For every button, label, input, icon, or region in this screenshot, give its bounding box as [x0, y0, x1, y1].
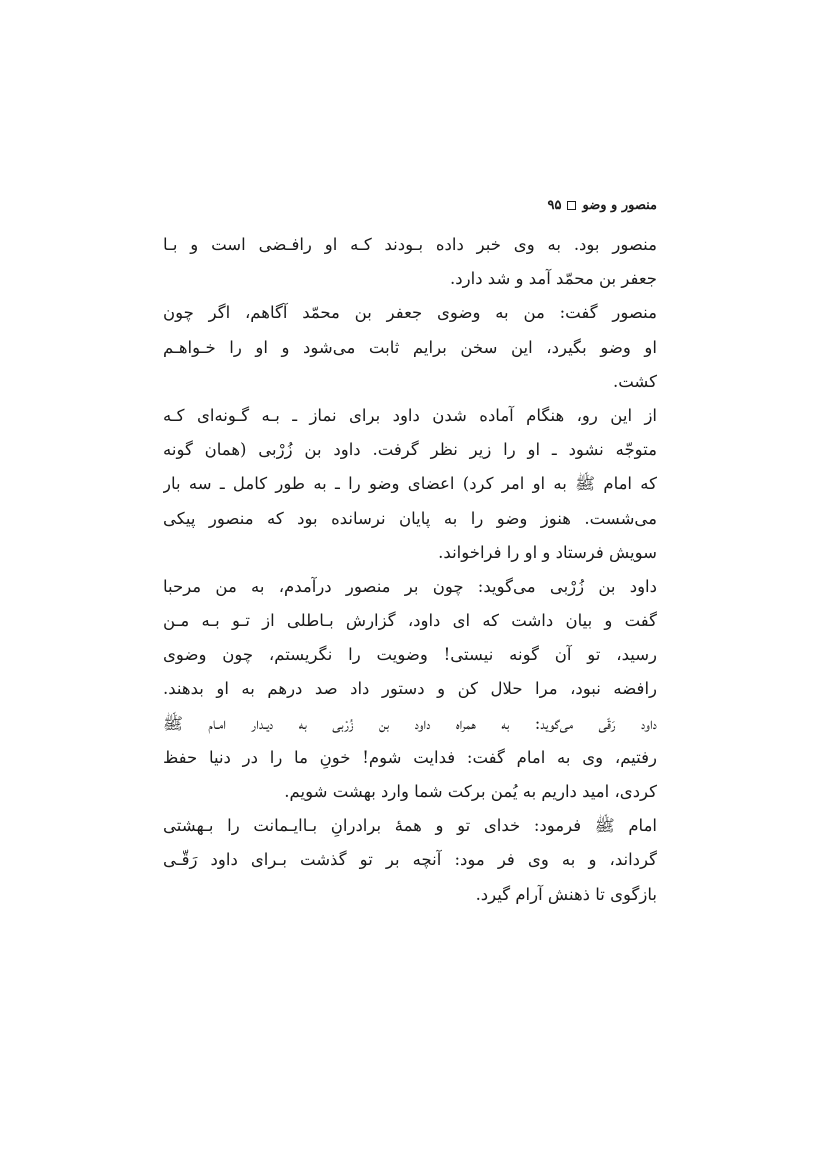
text-line: جعفر بن محمّد آمد و شد دارد.	[450, 269, 657, 289]
text-line: کردی، امید داریم به یُمن برکت شما وارد بهشت شویم.	[284, 782, 657, 801]
page-number: ۹۵	[547, 197, 562, 213]
text-line: می‌شست. هنوز وضو را به پایان نرسانده بود که منصور پیکی	[163, 508, 657, 528]
text-line: امام ﷺ فرمود: خدای تو و همهٔ برادرانِ بـاایـمانت را بـهشتی	[163, 816, 657, 836]
text-line: که امام ﷺ به او امر کرد) اعضای وضو را ـ به طور کامل ـ سه بار	[163, 474, 657, 494]
text-line: کشت.	[612, 371, 657, 391]
text-line: منصور گفت: من به وضوی جعفر بن محمّد آگاهم، اگر چون	[163, 303, 657, 323]
text-line: منصور بود. به وی خبر داده بـودند کـه او رافـضی است و بـا	[163, 235, 657, 254]
text-line: داود رَقّی می‌گوید: به همراه داود بن زُرْبی به دیـدار امـام ﷺ	[163, 713, 657, 733]
text-line: گرداند، و به وی فر مود: آنچه بر تو گذشت بـرای داود رَقّـی	[163, 850, 657, 870]
text-line: رسید، تو آن گونه نیستی! وضویت را نگریستم، چون وضوی	[163, 645, 657, 665]
square-bullet-icon	[567, 201, 576, 210]
text-line: سویش فرستاد و او را فراخواند.	[438, 542, 657, 562]
text-line: داود بن زُرْبی می‌گوید: چون بر منصور درآمدم، به من مرحبا	[163, 576, 657, 596]
text-line: گفت و بیان داشت که ای داود، گزارش بـاطلی از تـو بـه مـن	[163, 611, 657, 631]
book-page	[163, 190, 657, 912]
text-line: متوجّه نشود ـ او را زیر نظر گرفت. داود بن زُرْبی (همان گونه	[163, 440, 657, 460]
text-line: او وضو بگیرد، این سخن برایم ثابت می‌شود و او را خـواهـم	[163, 337, 657, 357]
text-line: رافضه نبود، مرا حلال کن و دستور داد صد درهم به او بدهند.	[163, 679, 657, 699]
text-line: رفتیم، وی به امام گفت: فدایت شوم! خونِ ما را در دنیا حفظ	[163, 747, 657, 767]
page-header	[163, 190, 657, 220]
header-group	[548, 198, 657, 213]
text-line: بازگوی تا ذهنش آرام گیرد.	[475, 884, 657, 904]
text-line: از این رو، هنگام آماده شدن داود برای نماز ـ بـه گـونه‌ای کـه	[163, 405, 657, 425]
body-text	[163, 228, 657, 912]
running-title: منصور و وضو	[582, 197, 657, 213]
